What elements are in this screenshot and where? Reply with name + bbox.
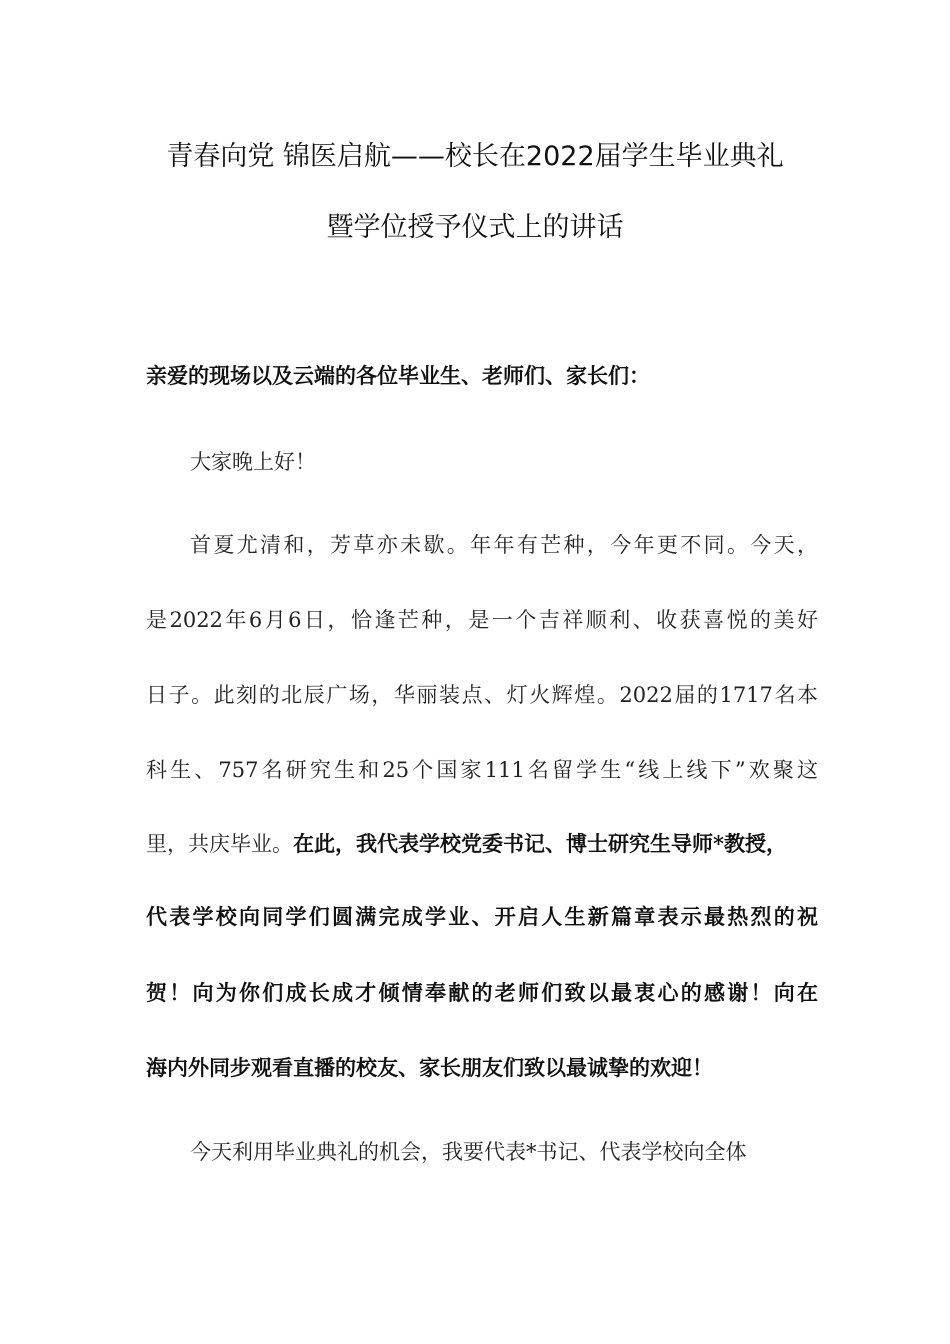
paragraph-1-line-2: 是2022年6月6日，恰逢芒种，是一个吉祥顺利、收获喜悦的美好 [146, 608, 818, 632]
paragraph-1-line-8: 海内外同步观看直播的校友、家长朋友们致以最诚挚的欢迎！ [146, 1055, 713, 1080]
paragraph-2-line-1: 今天利用毕业典礼的机会，我要代表*书记、代表学校向全体 [190, 1140, 747, 1164]
paragraph-1-line-5 [146, 829, 818, 859]
document-title-line-2: 暨学位授予仪式上的讲话 [326, 212, 624, 243]
paragraph-1-line-1: 首夏尤清和，芳草亦未歇。年年有芒种，今年更不同。今天， [190, 533, 818, 557]
paragraph-1-line-5-bold: 在此，我代表学校党委书记、博士研究生导师*教授， [293, 831, 787, 856]
salutation: 亲爱的现场以及云端的各位毕业生、老师们、家长们： [146, 363, 650, 388]
paragraph-1-line-3: 日子。此刻的北辰广场，华丽装点、灯火辉煌。2022届的1717名本 [146, 683, 818, 707]
paragraph-1-line-4: 科生、757名研究生和25个国家111名留学生“线上线下”欢聚这 [146, 758, 818, 782]
paragraph-1-line-6: 代表学校向同学们圆满完成学业、开启人生新篇章表示最热烈的祝 [146, 904, 818, 929]
paragraph-1-line-7: 贺！向为你们成长成才倾情奉献的老师们致以最衷心的感谢！向在 [146, 980, 818, 1005]
greeting: 大家晚上好！ [190, 450, 316, 474]
document-title-line-1: 青春向党 锦医启航——校长在2022届学生毕业典礼 [166, 141, 784, 172]
paragraph-1-line-5-plain: 里，共庆毕业。 [146, 832, 293, 856]
